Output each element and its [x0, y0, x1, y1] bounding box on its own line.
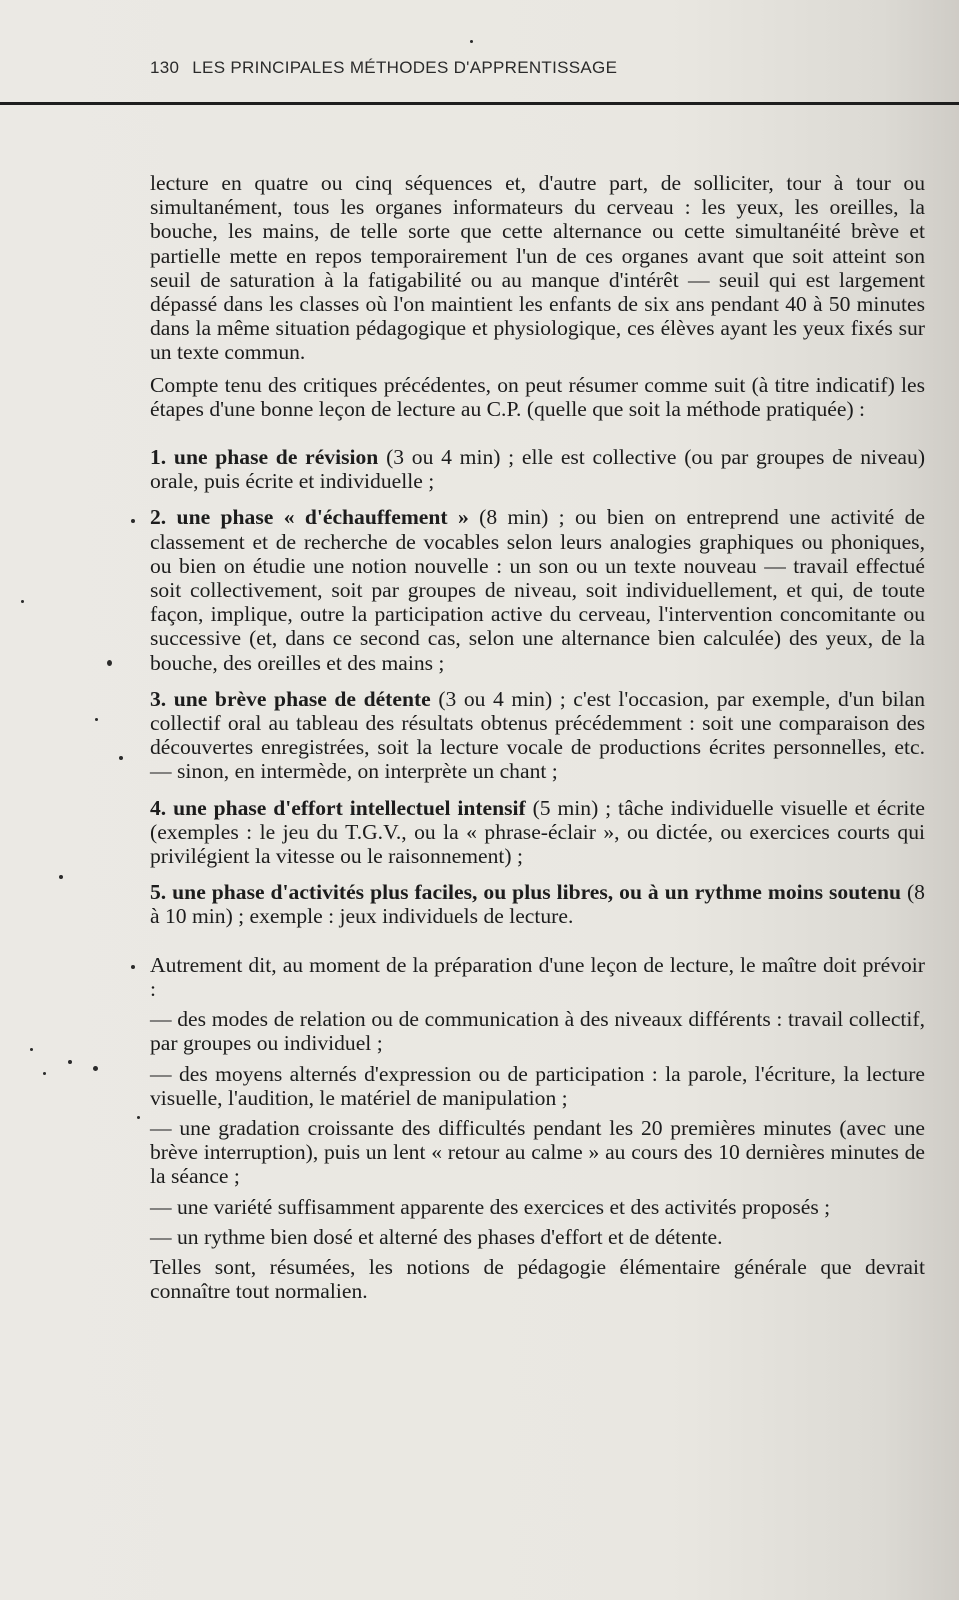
running-head: [150, 58, 617, 78]
scan-speck: [95, 718, 98, 721]
page-number: 130: [150, 58, 180, 77]
step-5-title: 5. une phase d'activités plus faciles, ou plus libres, ou à un rythme moins soutenu: [150, 880, 902, 905]
list-item: — des modes de relation ou de communication à des niveaux différents : travail collectif, par groupes ou individuel ;: [150, 1007, 925, 1056]
list-item: — une gradation croissante des difficultés pendant les 20 premières minutes (avec une brève interruption), puis un lent « retour au calme » au cours des 10 dernières minutes de la séance ;: [150, 1115, 925, 1189]
paragraph-3: Autrement dit, au moment de la préparation d'une leçon de lecture, le maître doit prévoir :: [150, 952, 925, 1001]
paragraph-1: lecture en quatre ou cinq séquences et, d'autre part, de solliciter, tour à tour ou simultanément, tous les organes informateurs du cerveau : les yeux, les oreilles, la bouche, les mains, de telle sorte que cette alternance ou cette simultanéité brève et partielle mette en repos temporairement l'un de ces organes avant que soit atteint son seuil de saturation à la fatigabilité ou au manque d'intérêt — seuil qui est largement dépassé dans les classes où l'on maintient les enfants de six ans pendant 40 à 50 minutes dans la même situation pédagogique et physiologique, ces élèves ayant les yeux fixés sur un texte commun.: [150, 171, 925, 365]
header-rule: [0, 102, 959, 105]
scan-speck: [119, 756, 123, 760]
scan-speck: [68, 1060, 72, 1064]
scan-speck: [30, 1048, 33, 1051]
scan-speck: [131, 519, 135, 523]
step-4-text: (5 min) ; tâche individuelle visuelle et écrite (exemples : le jeu du T.G.V., ou la « phrase-éclair », ou dictée, ou exercices courts qui privilégient la vitesse ou le raisonnement) ;: [150, 795, 925, 869]
scan-speck: [137, 1116, 140, 1119]
scan-speck: [93, 1066, 98, 1071]
step-4-title: 4. une phase d'effort intellectuel intensif: [150, 795, 526, 820]
step-2-text: (8 min) ; ou bien on entreprend une activité de classement et de recherche de vocables selon leurs analogies graphiques ou phoniques, ou bien on étudie une notion nouvelle : un son ou un texte nouveau — travail effectué soit collectivement, soit par groupes de niveau, soit individuellement, et qui, de toute façon, implique, outre la participation active du cerveau, l'intervention concomitante ou successive (et, dans ce second cas, selon une alternance bien calculée) des yeux, de la bouche, des oreilles et des mains ;: [150, 505, 925, 675]
paragraph-2: Compte tenu des critiques précédentes, on peut résumer comme suit (à titre indicatif) les étapes d'une bonne leçon de lecture au C.P. (quelle que soit la méthode pratiquée) :: [150, 372, 925, 421]
step-2: [150, 505, 925, 674]
running-title: LES PRINCIPALES MÉTHODES D'APPRENTISSAGE: [192, 58, 618, 77]
scan-speck: [59, 875, 63, 879]
step-1-text: (3 ou 4 min) ; elle est collective (ou par groupes de niveau) orale, puis écrite et individuelle ;: [150, 445, 926, 494]
paragraph-4: Telles sont, résumées, les notions de pédagogie élémentaire générale que devrait connaître tout normalien.: [150, 1254, 925, 1304]
scan-speck: [43, 1072, 46, 1075]
step-3-text: (3 ou 4 min) ; c'est l'occasion, par exemple, d'un bilan collectif oral au tableau des résultats obtenus précédemment : soit une comparaison des découvertes enregistrées, soit la lecture vocale de productions écrites personnelles, etc. — sinon, en intermède, on interprète un chant ;: [150, 686, 925, 784]
list-item: — un rythme bien dosé et alterné des phases d'effort et de détente.: [150, 1224, 723, 1249]
scan-speck: [470, 40, 473, 43]
step-3: [150, 687, 925, 784]
step-3-title: 3. une brève phase de détente: [150, 686, 431, 711]
step-4: [150, 796, 925, 869]
scan-speck: [131, 965, 135, 969]
step-2-title: 2. une phase « d'échauffement »: [150, 505, 469, 530]
list-item: — une variété suffisamment apparente des exercices et des activités proposés ;: [150, 1194, 831, 1219]
list-item: — des moyens alternés d'expression ou de participation : la parole, l'écriture, la lecture visuelle, l'audition, le matériel de manipulation ;: [150, 1061, 925, 1110]
step-5: [150, 880, 925, 928]
scan-speck: [107, 660, 112, 666]
step-1: [150, 445, 925, 493]
scan-speck: [21, 600, 24, 603]
body-text: [150, 171, 925, 1303]
step-5-text: (8 à 10 min) ; exemple : jeux individuels de lecture.: [150, 880, 925, 929]
step-1-title: 1. une phase de révision: [150, 445, 379, 470]
